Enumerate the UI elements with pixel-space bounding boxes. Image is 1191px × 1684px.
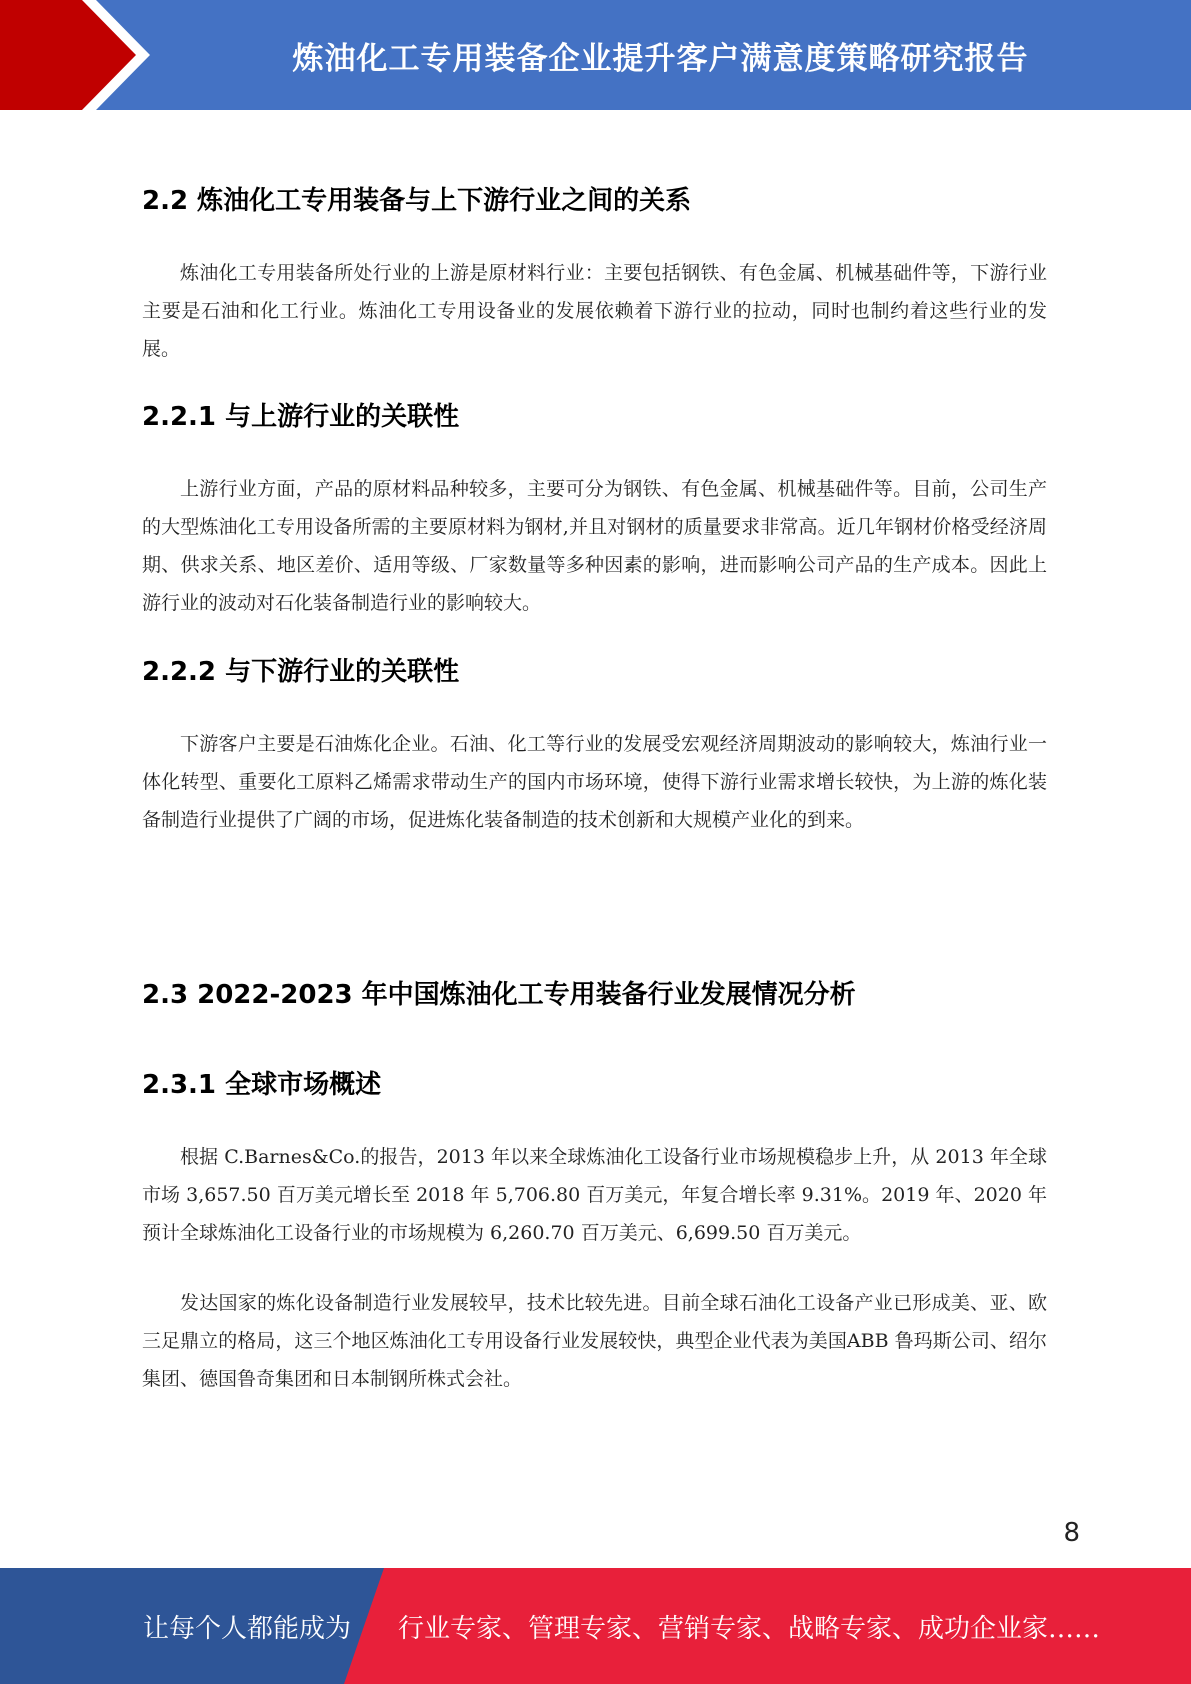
paragraph: 下游客户主要是石油炼化企业。石油、化工等行业的发展受宏观经济周期波动的影响较大，炼油行业一体化转型、重要化工原料乙烯需求带动生产的国内市场环境，使得下游行业需求增长较快，为上游的炼化装备制造行业提供了广阔的市场，促进炼化装备制造的技术创新和大规模产业化的到来。 [142, 733, 1047, 831]
page-header [0, 0, 1191, 110]
footer-slogan-right: 行业专家、管理专家、营销专家、战略专家、成功企业家…… [398, 1613, 1101, 1644]
paragraph: 炼油化工专用装备所处行业的上游是原材料行业：主要包括钢铁、有色金属、机械基础件等，下游行业主要是石油和化工行业。炼油化工专用设备业的发展依赖着下游行业的拉动，同时也制约着这些行业的发展。 [142, 262, 1047, 360]
header-title: 炼油化工专用装备企业提升客户满意度策略研究报告 [292, 40, 1029, 77]
section-heading-2-3: 2.3 2022-2023 年中国炼油化工专用装备行业发展情况分析 [142, 980, 856, 1010]
page-footer [0, 1568, 1191, 1684]
header-arrow-icon [0, 0, 150, 110]
section-heading-2-2-1: 2.2.1 与上游行业的关联性 [142, 402, 460, 432]
footer-slogan-left: 让每个人都能成为 [143, 1613, 352, 1644]
section-heading-2-3-1: 2.3.1 全球市场概述 [142, 1070, 382, 1100]
section-heading-2-2-2: 2.2.2 与下游行业的关联性 [142, 657, 460, 687]
paragraph: 发达国家的炼化设备制造行业发展较早，技术比较先进。目前全球石油化工设备产业已形成美、亚、欧三足鼎立的格局，这三个地区炼油化工专用设备行业发展较快，典型企业代表为美国ABB 鲁玛斯公司、绍尔集团、德国鲁奇集团和日本制钢所株式会社。 [142, 1292, 1047, 1390]
section-heading-2-2: 2.2 炼油化工专用装备与上下游行业之间的关系 [142, 186, 692, 216]
paragraph: 根据 C.Barnes&Co.的报告，2013 年以来全球炼油化工设备行业市场规模稳步上升，从 2013 年全球市场 3,657.50 百万美元增长至 2018 年 5,706.80 百万美元，年复合增长率 9.31%。2019 年、2020 年预计全球炼油化工设备行业的市场规模为 6,260.70 百万美元、6,699.50 百万美元。 [142, 1146, 1047, 1244]
paragraph: 上游行业方面，产品的原材料品种较多，主要可分为钢铁、有色金属、机械基础件等。目前，公司生产的大型炼油化工专用设备所需的主要原材料为钢材,并且对钢材的质量要求非常高。近几年钢材价格受经济周期、供求关系、地区差价、适用等级、厂家数量等多种因素的影响，进而影响公司产品的生产成本。因此上游行业的波动对石化装备制造行业的影响较大。 [142, 478, 1047, 614]
page-number: 8 [1063, 1518, 1080, 1548]
